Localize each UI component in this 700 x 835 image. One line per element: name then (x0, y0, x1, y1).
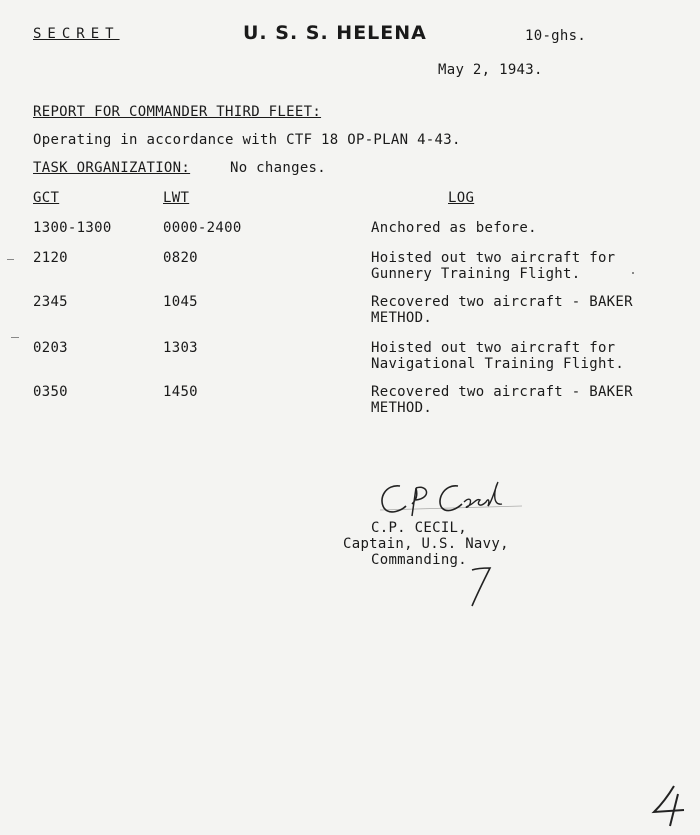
handwritten-page-number (648, 782, 692, 830)
signatory-role: Commanding. (371, 552, 468, 568)
task-organization-label: TASK ORGANIZATION: (33, 160, 191, 176)
column-header-gct: GCT (33, 190, 60, 206)
log-row-gct: 1300-1300 (33, 220, 112, 236)
scan-speck (7, 259, 14, 260)
scan-speck (632, 272, 634, 274)
log-row-lwt: 1045 (163, 294, 198, 310)
log-row-gct: 0203 (33, 340, 68, 356)
log-row-entry: Recovered two aircraft - BAKER METHOD. (371, 384, 633, 416)
handwritten-signature (372, 476, 532, 520)
report-heading: REPORT FOR COMMANDER THIRD FLEET: (33, 104, 322, 120)
ship-title: U. S. S. HELENA (243, 22, 427, 44)
signatory-rank: Captain, U.S. Navy, (343, 536, 509, 552)
log-row-lwt: 0000-2400 (163, 220, 242, 236)
log-row-gct: 2345 (33, 294, 68, 310)
operating-line: Operating in accordance with CTF 18 OP-PLAN 4-43. (33, 132, 461, 148)
log-row-gct: 2120 (33, 250, 68, 266)
signatory-name: C.P. CECIL, (371, 520, 468, 536)
task-organization-value: No changes. (230, 160, 327, 176)
scan-speck (11, 337, 19, 338)
reference-code: 10-ghs. (525, 28, 587, 44)
log-row-entry: Hoisted out two aircraft for Navigational Training Flight. (371, 340, 625, 372)
log-row-gct: 0350 (33, 384, 68, 400)
handwritten-mark-1 (462, 562, 498, 612)
log-row-lwt: 1450 (163, 384, 198, 400)
column-header-log: LOG (448, 190, 475, 206)
column-header-lwt: LWT (163, 190, 190, 206)
report-date: May 2, 1943. (438, 62, 543, 78)
log-row-entry: Hoisted out two aircraft for Gunnery Training Flight. (371, 250, 616, 282)
log-row-lwt: 1303 (163, 340, 198, 356)
log-row-entry: Anchored as before. (371, 220, 537, 236)
log-row-lwt: 0820 (163, 250, 198, 266)
log-row-entry: Recovered two aircraft - BAKER METHOD. (371, 294, 633, 326)
classification-label: SECRET (33, 26, 120, 42)
